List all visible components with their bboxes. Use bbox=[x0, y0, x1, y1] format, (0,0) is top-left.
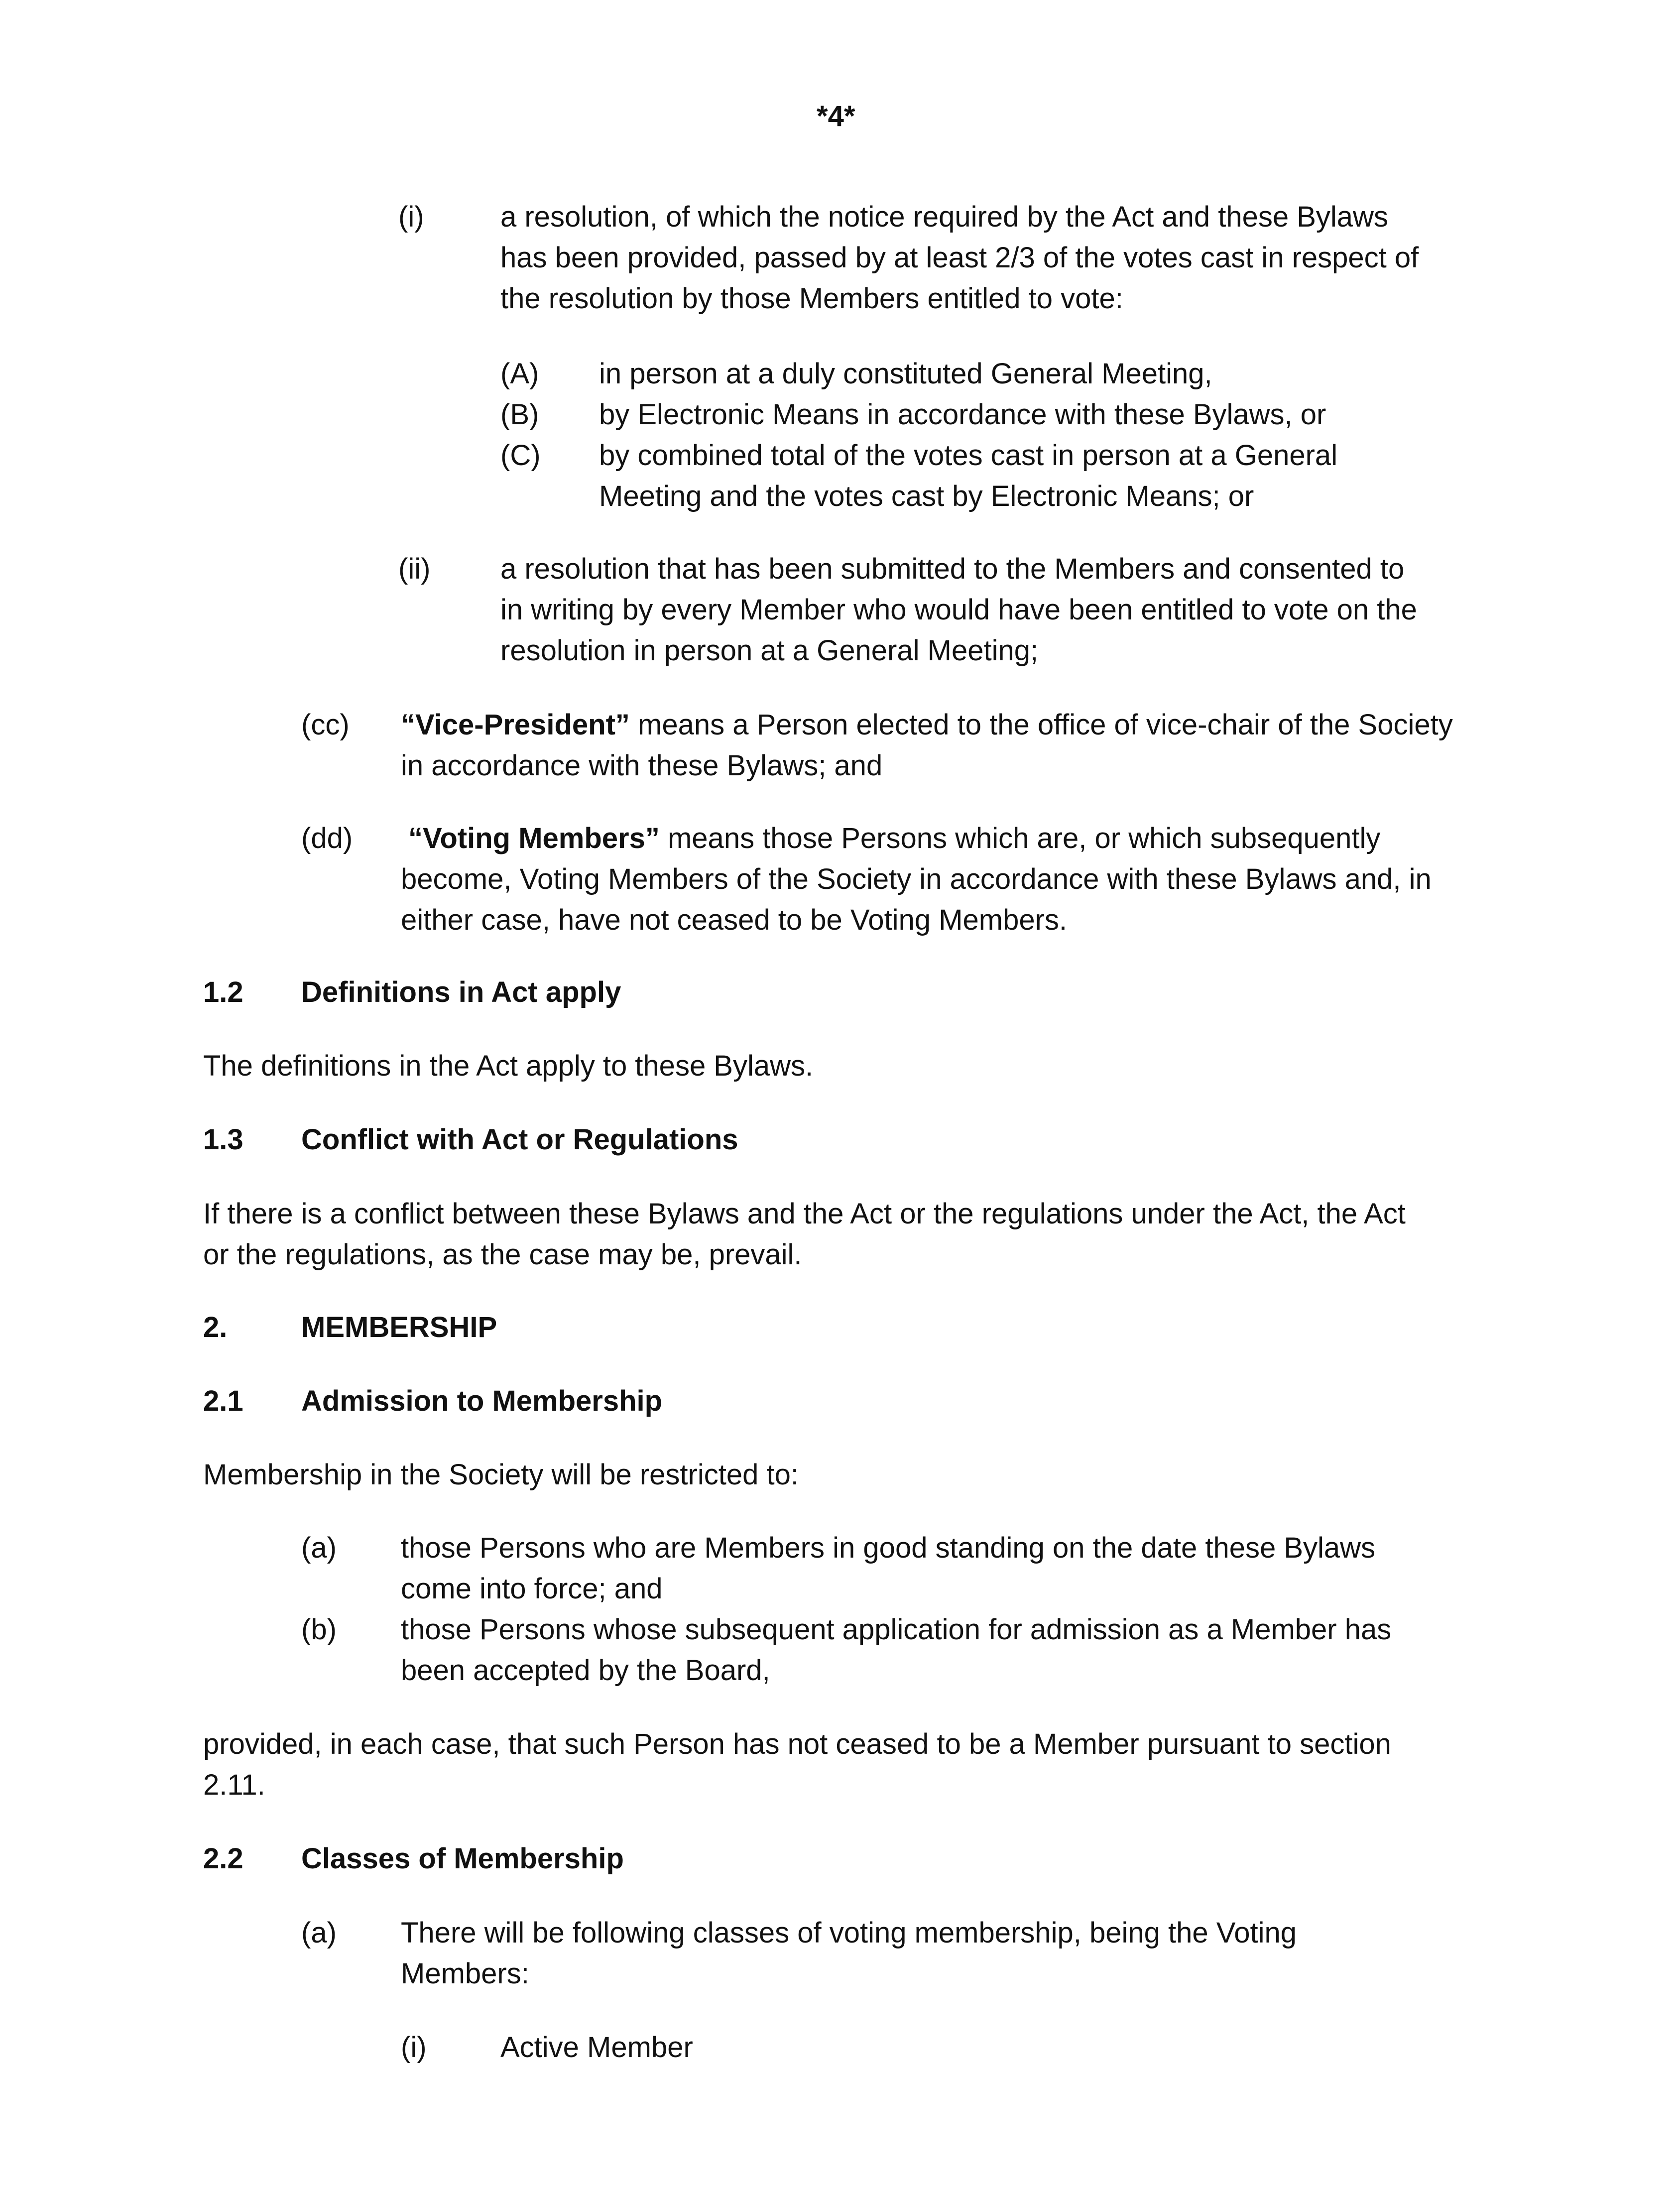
item-ii-line: a resolution that has been submitted to the Members and consented to bbox=[500, 553, 1405, 585]
list-item-line: Members: bbox=[401, 1957, 529, 1990]
list-item-text: Active Member bbox=[500, 2031, 693, 2064]
def-cc-term: “Vice-President” bbox=[401, 709, 630, 741]
list-item-label: (a) bbox=[301, 1532, 337, 1564]
def-cc-line bbox=[401, 705, 1453, 745]
def-dd-line: become, Voting Members of the Society in accordance with these Bylaws and, in bbox=[401, 863, 1432, 895]
def-dd-line bbox=[408, 818, 1380, 859]
def-dd-text: means those Persons which are, or which subsequently bbox=[659, 822, 1381, 854]
subitem-c-label: (C) bbox=[500, 439, 541, 472]
def-dd-line: either case, have not ceased to be Voting Members. bbox=[401, 904, 1068, 936]
paragraph-line: or the regulations, as the case may be, prevail. bbox=[203, 1238, 802, 1271]
paragraph: The definitions in the Act apply to these Bylaws. bbox=[203, 1050, 814, 1082]
list-item-line: those Persons who are Members in good standing on the date these Bylaws bbox=[401, 1532, 1376, 1564]
subitem-b-text: by Electronic Means in accordance with these Bylaws, or bbox=[599, 398, 1326, 431]
section-heading: Admission to Membership bbox=[301, 1385, 663, 1417]
section-heading: Definitions in Act apply bbox=[301, 976, 621, 1008]
subitem-b-label: (B) bbox=[500, 398, 539, 431]
section-heading: Classes of Membership bbox=[301, 1842, 624, 1875]
section-heading: MEMBERSHIP bbox=[301, 1311, 497, 1343]
section-number: 1.2 bbox=[203, 976, 243, 1008]
subitem-c-text: Meeting and the votes cast by Electronic Means; or bbox=[599, 480, 1254, 512]
subitem-a-label: (A) bbox=[500, 358, 539, 390]
list-item-line: There will be following classes of voting membership, being the Voting bbox=[401, 1917, 1297, 1949]
section-heading: Conflict with Act or Regulations bbox=[301, 1123, 738, 1156]
item-i-line: has been provided, passed by at least 2/3 of the votes cast in respect of bbox=[500, 242, 1419, 274]
subitem-c-text: by combined total of the votes cast in person at a General bbox=[599, 439, 1338, 472]
paragraph-line: provided, in each case, that such Person has not ceased to be a Member pursuant to section bbox=[203, 1728, 1391, 1760]
def-dd-label: (dd) bbox=[301, 822, 353, 854]
item-i-line: the resolution by those Members entitled to vote: bbox=[500, 282, 1123, 315]
list-item-line: come into force; and bbox=[401, 1573, 663, 1605]
section-number: 1.3 bbox=[203, 1123, 243, 1156]
def-cc-text: means a Person elected to the office of vice-chair of the Society bbox=[629, 709, 1453, 741]
paragraph: Membership in the Society will be restricted to: bbox=[203, 1459, 799, 1491]
paragraph-line: 2.11. bbox=[203, 1769, 265, 1801]
section-number: 2.2 bbox=[203, 1842, 243, 1875]
page-number: *4* bbox=[817, 100, 855, 132]
def-cc-label: (cc) bbox=[301, 709, 350, 741]
list-item-label: (b) bbox=[301, 1613, 337, 1646]
def-cc-line: in accordance with these Bylaws; and bbox=[401, 749, 883, 782]
section-number: 2. bbox=[203, 1311, 228, 1343]
item-ii-label: (ii) bbox=[398, 553, 431, 585]
list-item-label: (a) bbox=[301, 1917, 337, 1949]
section-number: 2.1 bbox=[203, 1385, 243, 1417]
list-item-line: been accepted by the Board, bbox=[401, 1654, 770, 1687]
def-dd-term: “Voting Members” bbox=[408, 822, 660, 854]
paragraph-line: If there is a conflict between these Bylaws and the Act or the regulations under the Act, the Act bbox=[203, 1198, 1406, 1230]
item-i-label: (i) bbox=[398, 201, 424, 233]
list-item-line: those Persons whose subsequent application for admission as a Member has bbox=[401, 1613, 1392, 1646]
item-ii-line: in writing by every Member who would have been entitled to vote on the bbox=[500, 594, 1417, 626]
list-item-label: (i) bbox=[401, 2031, 427, 2064]
item-ii-line: resolution in person at a General Meeting; bbox=[500, 634, 1039, 667]
subitem-a-text: in person at a duly constituted General Meeting, bbox=[599, 358, 1212, 390]
item-i-line: a resolution, of which the notice required by the Act and these Bylaws bbox=[500, 201, 1388, 233]
